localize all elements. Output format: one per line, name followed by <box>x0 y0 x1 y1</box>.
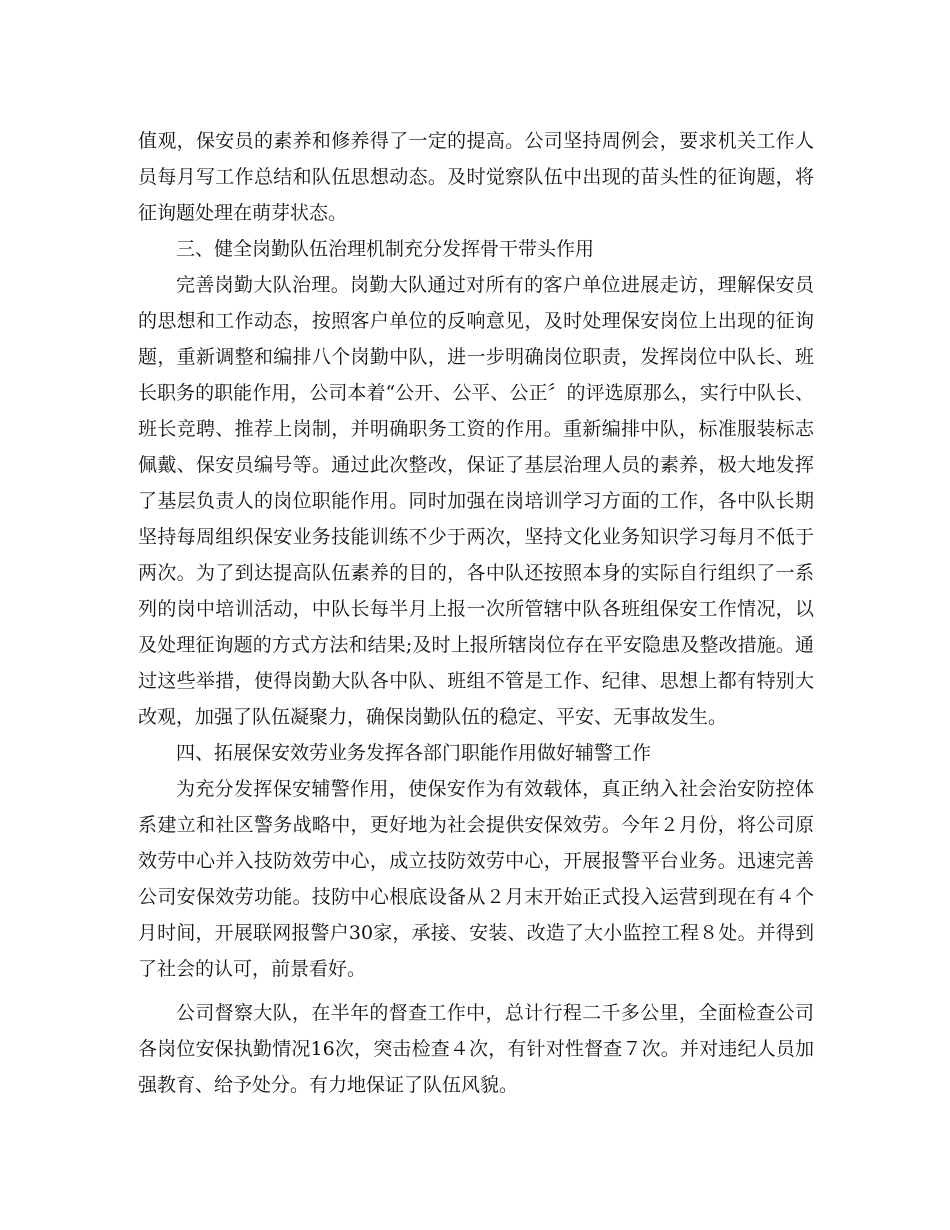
paragraph-inspection-brigade: 公司督察大队，在半年的督查工作中，总计行程二千多公里，全面检查公司各岗位安保执勤情况16次，突击检查４次，有针对性督查７次。并对违纪人员加强教育、给予处分。有力地保证了队伍风貌。 <box>138 1002 814 1096</box>
paragraph-continuation: 值观，保安员的素养和修养得了一定的提高。公司坚持周例会，要求机关工作人员每月写工作总结和队伍思想动态。及时觉察队伍中出现的苗头性的征询题，将征询题处理在萌芽状态。 <box>138 130 814 224</box>
section-heading-4: 四、拓展保安效劳业务发挥各部门职能作用做好辅警工作 <box>176 742 652 764</box>
paragraph-duty-brigade: 完善岗勤大队治理。岗勤大队通过对所有的客户单位进展走访，理解保安员的思想和工作动态，按照客户单位的反响意见，及时处理保安岗位上出现的征询题，重新调整和编排八个岗勤中队，进一步明确岗位职责，发挥岗位中队长、班长职务的职能作用，公司本着“公开、公平、公正〞的评选原那么，实行中队长、班长竞聘、推荐上岗制，并明确职务工资的作用。重新编排中队，标准服装标志佩戴、保安员编号等。通过此次整改，保证了基层治理人员的素养，极大地发挥了基层负责人的岗位职能作用。同时加强在岗培训学习方面的工作，各中队长期坚持每周组织保安业务技能训练不少于两次，坚持文化业务知识学习每月不低于两次。为了到达提高队伍素养的目的，各中队还按照本身的实际自行组织了一系列的岗中培训活动，中队长每半月上报一次所管辖中队各班组保安工作情况，以及处理征询题的方式方法和结果;及时上报所辖岗位存在平安隐患及整改措施。通过这些举措，使得岗勤大队各中队、班组不管是工作、纪律、思想上都有特别大改观，加强了队伍凝聚力，确保岗勤队伍的稳定、平安、无事故发生。 <box>138 274 814 728</box>
section-heading-3: 三、健全岗勤队伍治理机制充分发挥骨干带头作用 <box>176 238 595 260</box>
paragraph-auxiliary-police: 为充分发挥保安辅警作用，使保安作为有效载体，真正纳入社会治安防控体系建立和社区警务战略中，更好地为社会提供安保效劳。今年２月份，将公司原效劳中心并入技防效劳中心，成立技防效劳中心，开展报警平台业务。迅速完善公司安保效劳功能。技防中心根底设备从２月末开始正式投入运营到现在有４个月时间，开展联网报警户30家，承接、安装、改造了大小监控工程８处。并得到了社会的认可，前景看好。 <box>138 778 814 980</box>
document-body <box>138 123 814 1103</box>
